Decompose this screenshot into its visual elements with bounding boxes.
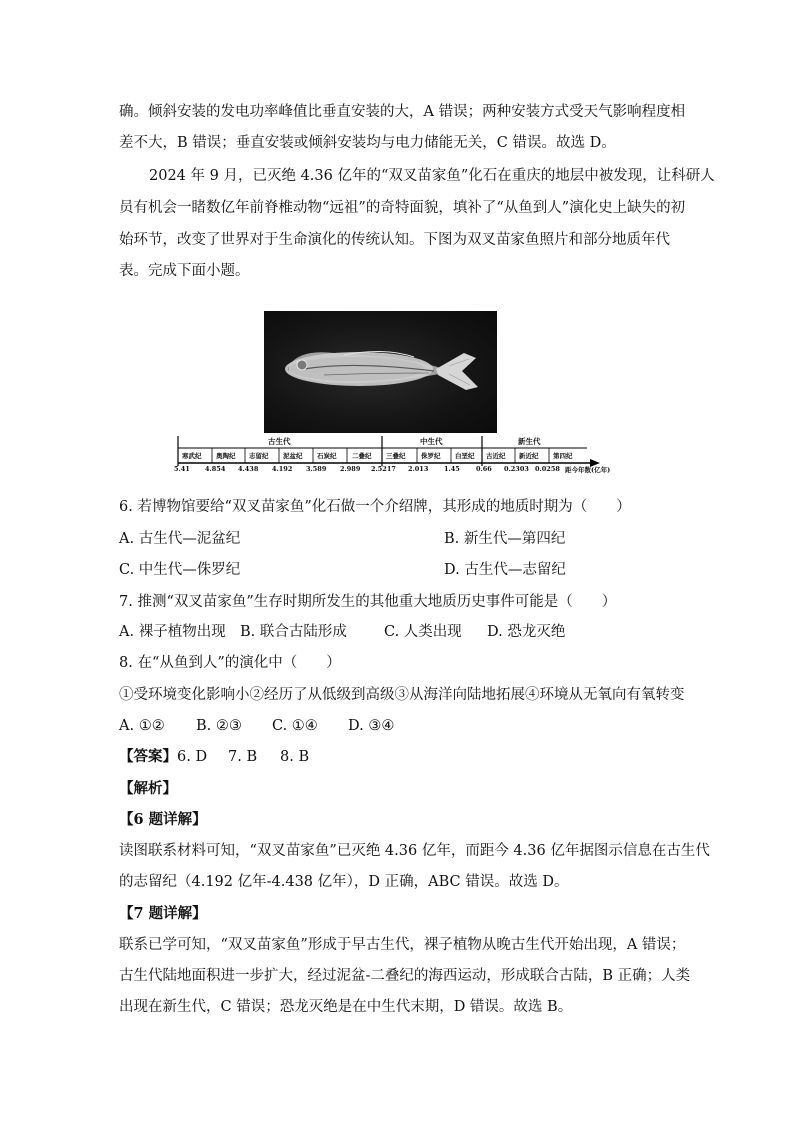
tick-label: 2.5217 [371,465,396,473]
text-line: 确。倾斜安装的发电功率峰值比垂直安装的大，A 错误；两种安装方式受天气影响程度相 [119,104,686,120]
question-6-option-c: C. 中生代—侏罗纪 [119,562,241,578]
analysis-label: 【解析】 [119,780,177,797]
answer-7: 7. B [228,749,258,765]
question-6-option-b: B. 新生代—第四纪 [444,531,566,547]
question-8-statements: ①受环境变化影响小②经历了从低级到高级③从海洋向陆地拓展④环境从无氧向有氧转变 [119,687,685,703]
period-label: 石炭纪 [317,452,337,460]
question-8-option-a: A. ①② [119,718,165,734]
answer-label: 【答案】 [119,748,177,765]
question-8-option-c: C. ①④ [272,718,318,734]
text-line: 表。完成下面小题。 [119,263,250,279]
text-line: 联系已学可知，“双叉苗家鱼”形成于早古生代，裸子植物从晚古生代开始出现，A 错误； [119,937,686,953]
fish-fossil-icon [264,311,497,433]
era-label: 新生代 [518,437,541,446]
period-label: 奥陶纪 [216,452,236,460]
question-6-option-d: D. 古生代—志留纪 [444,562,566,578]
text-line: 员有机会一睹数亿年前脊椎动物“远祖”的奇特面貌，填补了“从鱼到人”演化史上缺失的初 [119,200,686,216]
question-8-stem: 8. 在“从鱼到人”的演化中（ ） [119,655,341,671]
question-7-option-c: C. 人类出现 [384,624,462,640]
question-6-stem: 6. 若博物馆要给“双叉苗家鱼”化石做一个介绍牌，其形成的地质时期为（ ） [119,499,631,515]
period-label: 第四纪 [553,452,573,460]
geologic-timeline [172,432,627,478]
answer-6: 6. D [177,749,208,765]
detail-7-label: 【7 题详解】 [119,905,207,922]
tick-label: 0.66 [476,465,492,473]
period-label: 白垩纪 [455,452,475,460]
period-label: 寒武纪 [182,452,202,460]
question-7-stem: 7. 推测“双叉苗家鱼”生存时期所发生的其他重大地质历史事件可能是（ ） [119,594,617,610]
period-label: 泥盆纪 [283,452,303,460]
tick-label: 2.989 [340,465,361,473]
question-8-option-b: B. ②③ [196,718,242,734]
text-line: 出现在新生代，C 错误；恐龙灭绝是在中生代末期，D 错误。故选 B。 [119,999,573,1015]
text-line: 2024 年 9 月，已灭绝 4.36 亿年的“双叉苗家鱼”化石在重庆的地层中被发现，让科研人 [149,168,715,184]
tick-label: 2.013 [408,465,429,473]
text-line: 的志留纪（4.192 亿年-4.438 亿年），D 正确，ABC 错误。故选 D。 [119,874,569,890]
era-label: 古生代 [268,437,291,446]
tick-label: 1.45 [444,465,460,473]
period-label: 新近纪 [519,452,539,460]
axis-unit-label: 距今年数(亿年) [565,466,611,474]
tick-label: 4.854 [205,465,226,473]
question-7-option-d: D. 恐龙灭绝 [487,624,566,640]
text-line: 差不大，B 错误；垂直安装或倾斜安装均与电力储能无关，C 错误。故选 D。 [119,135,616,151]
period-label: 古近纪 [486,452,506,460]
period-label: 三叠纪 [386,452,406,460]
period-label: 侏罗纪 [421,452,441,460]
question-7-option-a: A. 裸子植物出现 [119,624,226,640]
period-label: 二叠纪 [352,452,372,460]
text-line: 始环节，改变了世界对于生命演化的传统认知。下图为双叉苗家鱼照片和部分地质年代 [119,232,670,248]
tick-label: 5.41 [174,465,190,473]
text-line: 古生代陆地面积进一步扩大，经过泥盆-二叠纪的海西运动，形成联合古陆，B 正确；人类 [119,968,691,984]
tick-label: 3.589 [306,465,327,473]
question-8-option-d: D. ③④ [348,718,395,734]
tick-label: 4.438 [238,465,259,473]
answer-8: 8. B [280,749,310,765]
question-7-option-b: B. 联合古陆形成 [240,624,347,640]
tick-label: 4.192 [272,465,293,473]
tick-label: 0.2303 [504,465,529,473]
era-label: 中生代 [420,437,443,446]
period-label: 志留纪 [249,452,269,460]
fish-fossil-photo [264,311,497,433]
tick-label: 0.0258 [535,465,560,473]
detail-6-label: 【6 题详解】 [119,811,207,828]
question-6-option-a: A. 古生代—泥盆纪 [119,531,241,547]
text-line: 读图联系材料可知，“双叉苗家鱼”已灭绝 4.36 亿年，而距今 4.36 亿年据图示信息在古生代 [119,843,710,859]
